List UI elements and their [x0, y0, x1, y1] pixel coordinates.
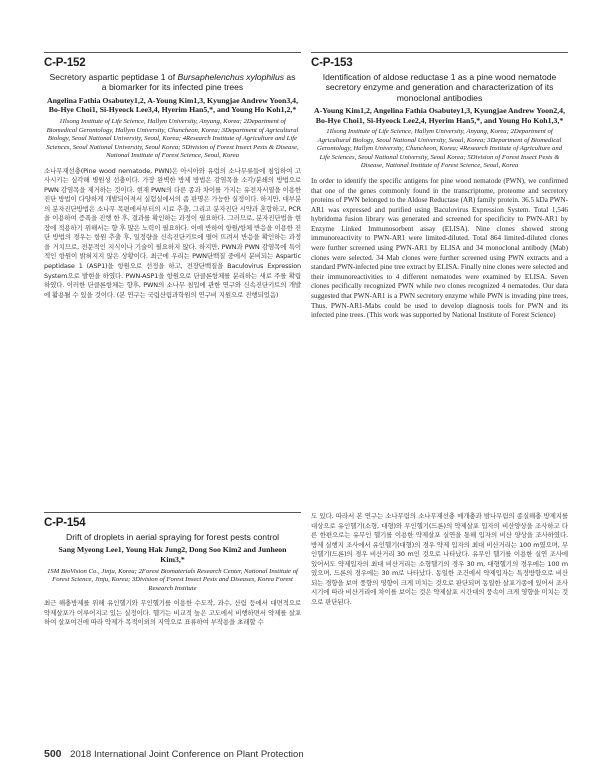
affiliations: 1Ilsong Institute of Life Science, Hallym University, Anyang, Korea; 2Department of Agricultural Biology, Seoul National University, Seoul, Korea; 3Department of Biomedical Gerontology, Hallym University, Chuncheon, Korea; 4Research Institute of Agriculture and Life Sciences, Seoul National University, Seoul Korea; 5Division of Forest Insect Pests & Disease, National Institute of Forest Science, Seoul, Korea [316, 128, 563, 170]
abstract-c-p-152 [44, 52, 301, 300]
title-text-end: as a biomarker for its infected pine trees [101, 72, 296, 93]
author-list: Angelina Fathia Osabutey1,2, A-Young Kim1,3, Kyungjae Andrew Yoon3,4, Bo-Hye Choi1, Si-Hyeock Lee3,4, Hyerim Han5,*, and Young Ho Koh1,2,* [46, 95, 299, 115]
affiliations: 1Ilsong Institute of Life Science, Hallym University, Anyang, Korea; 2Department of Biomedical Gerontology, Hallym University, Chuncheon, Korea; 3Department of Agricultural Biology, Seoul National University, Seoul, Korea; 4Research Institute of Agriculture and Life Sciences, Seoul National University, Seoul Korea; 5Division of Forest Insect Pests & Disease, National Institute of Forest Science, Seoul, Korea [46, 118, 299, 159]
abstract-code: C-P-153 [311, 57, 353, 69]
abstract-body: 소나무재선충(Pine wood nematode, PWN)은 아시아와 유럽의 소나무류들에 침입하여 고사시키는 심각해 병원성 선충이다. 가장 완벽한 방제 방법은 감염목을 소각/분쇄의 방법으로 PWN 감염목을 제거하는 것이다. 현재 PWN의 다른 종과 차이를 가지는 유전자서열을 이용한 진단 방법이 다양하게 개발되어져서 실험실에서의 좀 판명은 가능한 실정이다. 하지만, 대부분의 분자진단방법은 소나무 목편에서부터의 시료 추출, 그리고 분자진단 시약과 혼합하고, PCR을 이용하여 증폭을 진행 한 후, 결과를 확인하는 과정이 필요하다. 그러므로, 분자진단법을 현장에 적용하기 위해서는 향 후 많은 노력이 필요하다. 이에 반하여 항원/항체 반응을 이용한 진단 방법의 경우는 항원 추출 후, 일정량을 신속진단키트에 떨어 뜨려서 반응을 확인하는 과정을 거치므로, 전문적인 지식이나 기술이 필요하지 않다. 하지만, PWN과 PWN 감염목에 특이적인 항원이 밝혀지지 않은 상황이다. 최근에 우리는 PWN단백질 중에서 분비되는 Aspartic peptidase 1 (ASP1)을 항원으로 선정을 하고, 전장단백질을 Baculovirus Expression System으로 발현을 하였다. PWN-ASP1을 항원으로 단클론항체를 분리하는 새로 주를 확립하였다. 이러한 단클론항체는 향후, PWN의 소나무 침입에 관한 연구와 신속진단키트의 개발에 활용될 수 있을 것이다. (본 연구는 국립산림과학원의 연구비 지원으로 진행되었음) [44, 166, 301, 299]
abstract-body: In order to identify the specific antigens for pine wood nematode (PWN), we confirmed that one of the genes commonly found in the transcriptome, proteome and secretory proteins of PWN belonged to the Aldose Reductase (AR) family protein. 36.5 kDa PWN-AR1 was expressed and purified using Baculovirus Expression System. Total 1,546 hybridoma fusion library was generated and screened for specificity to PWN-AR1 by Enzyme Linked Immunosorbent assay (ELISA). Nine clones showed strong immunoreactivity to PWN-AR1 were limited-diluted. Total 864 limited-diluted clones were further screened using PWN-AR1 by ELISA and 34 monoclonal antibody (Mab) clones were selected. 34 Mab clones were further screened using PWN extracts and a standard PWN-infected pine tree extract by ELISA. Finally nine clones were selected and their immunoreactivities to 4 different nematodes were examined by ELISA. Seven clones pecifically recognized PWN while two clones recognized 4 nematodes. Our data suggested that PWN-AR1 is a PWN secretory enzyme while PWN is invading pine trees, Thus, PWN-AR1-Mabs could be used to develop diagnosis tools for PWN and its infected pine trees. (This work was supported by National Institute of Forest Science) [311, 176, 568, 320]
abstract-body-continued: 도 있다. 따라서 본 연구는 소나무림의 소나무재선충 매개충과 밤나무림의 종실해충 방제지를 대상으로 유인헬기(소형, 대형)와 무인헬기(드론)의 약제살포 입자의 비산양상을 조사하고 다른 한편으로는 유무인 헬기를 이용한 약제살포 실연을 통해 입자의 비산 양상을 조사하였다. 방제 실행지 조사에서 유인헬기(대형)의 경우 약제 입자의 최대 비산거리는 100 m였으며, 무인헬기(드론)의 경우 비산거리 30 m인 것으로 나타났다. 유무인 헬기를 이용한 실연 조사에 있어서도 약제입자의 최대 비산거리는 소형헬기의 경우 30 m, 대형헬기의 경우에는 100 m였으며, 드론의 경우에는 30 m로 나타났다. 동일한 조건에서 약제입자는 특정방향으로 비산되는 경향을 보여 풍향의 영향이 크게 미치는 것으로 판단되며 동일한 살포기종에 있어서 조사 시기에 따라 비산거리에 차이를 보이는 것은 약제살포 시간대의 풍속이 크게 영향을 미치는 것으로 판단된다. [311, 512, 568, 606]
section-rule [44, 52, 301, 53]
abstract-title [48, 72, 297, 93]
abstract-code: C-P-154 [44, 517, 86, 529]
abstract-c-p-154-continued [311, 512, 568, 607]
conference-name: 2018 International Joint Conference on Plant Protection [70, 749, 304, 760]
abstract-title: Drift of droplets in aerial spraying for forest pests control [65, 532, 280, 542]
author-list: A-Young Kim1,2, Angelina Fathia Osabutey1,3, Kyungjae Andrew Yoon2,4, Bo-Hye Choi1, Si-Hyeock Lee2,4, Hyerim Han5,*, and Young Ho Koh1,3,* [313, 106, 566, 125]
author-list: Sang Myeong Lee1, Young Hak Jung2, Dong Soo Kim2 and Junheon Kim3,* [58, 545, 287, 564]
abstract-body: 최근 해충방제를 위해 유인헬기와 무인헬기를 이용한 수도작, 과수, 산림 등에서 대면적으로 약제살포가 이루어지고 있는 실정이다. 헬기는 비교적 높은 고도에서 비행하면서 약제를 살포하여 살포여건에 따라 약제가 목적이외의 지역으로 표류하여 부작용을 초래할 수 [44, 599, 301, 627]
abstract-c-p-154 [44, 512, 301, 628]
page-number: 500 [44, 748, 62, 760]
section-rule [311, 52, 568, 53]
title-species-name: Bursaphelenchus xylophilus [177, 72, 285, 82]
page-footer [44, 748, 564, 760]
section-rule [44, 512, 301, 513]
abstract-c-p-153 [311, 52, 568, 321]
title-text: Secretory aspartic peptidase 1 of [49, 72, 178, 82]
abstract-title: Identification of aldose reductase 1 as a pine wood nematode secretory enzyme and generation and characterization of its monoclonal antibodies [322, 72, 557, 103]
abstract-code: C-P-152 [44, 57, 86, 69]
affiliations: 1SM BioVision Co., Jinju, Korea; 2Forest Biomaterials Research Center, National Institute of Forest Science, Jinju, Korea; 3Division of Forest Insect Pests and Diseases, Korea Forest Research Institute [47, 567, 298, 592]
